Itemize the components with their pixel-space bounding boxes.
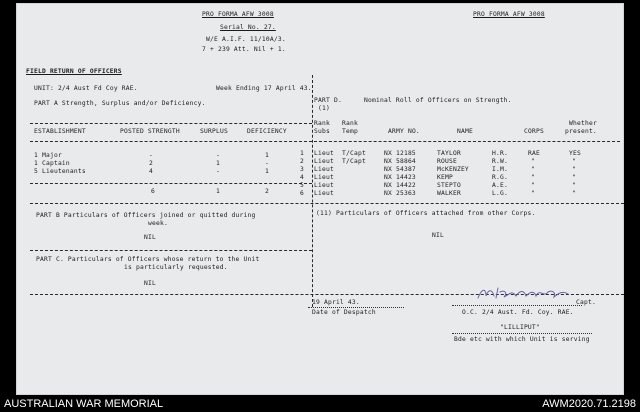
- document-page: [16, 3, 624, 395]
- date-underline: [308, 307, 404, 308]
- document-title: FIELD RETURN OF OFFICERS: [26, 68, 122, 75]
- column-header: ARMY NO.: [388, 128, 420, 135]
- total-cell: 6: [151, 188, 155, 195]
- unit-line: UNIT: 2/4 Aust Fd Coy RAE.: [34, 85, 138, 92]
- table-cell: 4: [149, 168, 153, 175]
- table-cell: 1 Captain: [34, 160, 70, 167]
- column-header: Whether: [569, 120, 597, 127]
- signature-underline: [452, 305, 582, 306]
- table-cell: 2: [300, 158, 304, 165]
- table-cell: 1: [216, 160, 220, 167]
- table-cell: NX 14423: [384, 174, 416, 181]
- despatch-date: 19 April 43.: [312, 299, 360, 306]
- table-cell: -: [216, 168, 220, 175]
- table-cell: 2: [149, 160, 153, 167]
- table-cell: ROUSE: [437, 158, 457, 165]
- column-header: Rank: [342, 120, 358, 127]
- table-cell: 6: [300, 190, 304, 197]
- table-cell: NX 58864: [384, 158, 416, 165]
- table-cell: ": [572, 166, 576, 173]
- signature: [474, 284, 578, 302]
- table-cell: RAE: [528, 150, 540, 157]
- divider: [30, 123, 312, 124]
- column-header: CORPS: [524, 128, 544, 135]
- table-cell: KEMP: [437, 174, 453, 181]
- part-a-heading: PART A Strength, Surplus and/or Deficiency.: [34, 100, 206, 107]
- table-cell: 1: [265, 168, 269, 175]
- table-cell: NX 12185: [384, 150, 416, 157]
- table-cell: Lieut: [314, 166, 334, 173]
- column-header: present.: [565, 128, 597, 135]
- code-name: "LILLIPUT": [500, 324, 540, 331]
- part-d-heading: PART D.: [314, 97, 342, 104]
- table-cell: ": [572, 174, 576, 181]
- table-cell: 4: [300, 174, 304, 181]
- total-cell: 1: [216, 188, 220, 195]
- table-cell: Lieut: [314, 150, 334, 157]
- table-cell: 1: [300, 150, 304, 157]
- table-cell: -: [216, 152, 220, 159]
- total-cell: 2: [265, 188, 269, 195]
- despatch-label: Date of Despatch: [312, 309, 376, 316]
- archive-footer: [0, 396, 640, 412]
- column-header: POSTED STRENGTH: [120, 128, 180, 135]
- table-cell: R.G.: [492, 174, 508, 181]
- column-header: DEFICIENCY: [247, 128, 287, 135]
- table-cell: 1 Major: [34, 152, 62, 159]
- bde-line: Bde etc with which Unit is serving: [454, 336, 590, 343]
- column-header: Rank: [314, 120, 330, 127]
- column-header: Subs: [314, 128, 330, 135]
- reference-line-1: W/E A.I.F. 11/10A/3.: [206, 36, 286, 43]
- code-underline: [452, 333, 592, 334]
- table-cell: T/Capt: [342, 150, 366, 157]
- form-label-right: PRO FORMA AFW 3008: [473, 11, 545, 18]
- part-d-subheading: (1): [318, 105, 330, 112]
- table-cell: H.R.: [492, 150, 508, 157]
- table-cell: 1: [265, 152, 269, 159]
- part-c-value: NIL: [144, 280, 156, 287]
- part-d-11-text: (11) Particulars of Officers attached from other Corps.: [316, 210, 536, 217]
- signatory-rank: Capt.: [576, 299, 596, 306]
- column-header: NAME: [457, 128, 473, 135]
- table-cell: I.M.: [492, 166, 508, 173]
- part-d-title: Nominal Roll of Officers on Strength.: [364, 97, 512, 104]
- table-cell: -: [149, 152, 153, 159]
- divider: [30, 250, 312, 251]
- part-b-text: PART B Particulars of Officers joined or quitted during: [36, 212, 256, 219]
- column-divider: [312, 75, 313, 307]
- column-header: SURPLUS: [200, 128, 228, 135]
- serial-number: Serial No. 27.: [220, 24, 276, 31]
- table-cell: WALKER: [437, 190, 461, 197]
- part-b-value: NIL: [144, 234, 156, 241]
- archive-name: AUSTRALIAN WAR MEMORIAL: [4, 398, 164, 410]
- table-cell: -: [265, 160, 269, 167]
- table-cell: ": [531, 158, 535, 165]
- table-cell: NX 14422: [384, 182, 416, 189]
- table-cell: Lieut: [314, 158, 334, 165]
- table-cell: L.G.: [492, 190, 508, 197]
- table-cell: A.E.: [492, 182, 508, 189]
- table-cell: ": [531, 166, 535, 173]
- archive-reference: AWM2020.71.2198: [542, 398, 636, 410]
- table-cell: 3: [300, 166, 304, 173]
- form-label-left: PRO FORMA AFW 3008: [202, 11, 274, 18]
- table-cell: YES: [569, 150, 581, 157]
- table-cell: R.W.: [492, 158, 508, 165]
- part-b-text-cont: week.: [148, 220, 168, 227]
- table-cell: ": [531, 174, 535, 181]
- column-header: Temp: [342, 128, 358, 135]
- table-cell: T/Capt: [342, 158, 366, 165]
- table-cell: STEPTO: [437, 182, 461, 189]
- table-cell: ": [572, 158, 576, 165]
- table-cell: NX 54387: [384, 166, 416, 173]
- oc-line: O.C. 2/4 Aust. Fd. Coy. RAE.: [462, 309, 574, 316]
- signature-text: W.R. Taylor Capt: [484, 291, 525, 297]
- table-cell: Lieut: [314, 174, 334, 181]
- part-d-11-value: NIL: [432, 232, 444, 239]
- reference-line-2: 7 + 239 Att. Nil + 1.: [202, 46, 286, 53]
- divider: [30, 203, 624, 204]
- divider: [30, 141, 312, 142]
- table-cell: McKENZEY: [437, 166, 469, 173]
- table-cell: ": [531, 182, 535, 189]
- table-cell: Lieut: [314, 190, 334, 197]
- table-cell: ": [531, 190, 535, 197]
- table-cell: Lieut: [314, 182, 334, 189]
- week-ending: Week Ending 17 April 43.: [216, 85, 312, 92]
- part-c-text: PART C. Particulars of Officers whose return to the Unit: [36, 256, 260, 263]
- divider: [30, 183, 312, 184]
- table-cell: ": [572, 182, 576, 189]
- table-cell: ": [572, 190, 576, 197]
- table-cell: NX 25363: [384, 190, 416, 197]
- part-c-text-cont: is particularly requested.: [124, 264, 228, 271]
- divider: [314, 141, 620, 142]
- column-header: ESTABLISHMENT: [34, 128, 86, 135]
- table-cell: TAYLOR: [437, 150, 461, 157]
- table-cell: 5 Lieutenants: [34, 168, 86, 175]
- table-cell: 5: [300, 182, 304, 189]
